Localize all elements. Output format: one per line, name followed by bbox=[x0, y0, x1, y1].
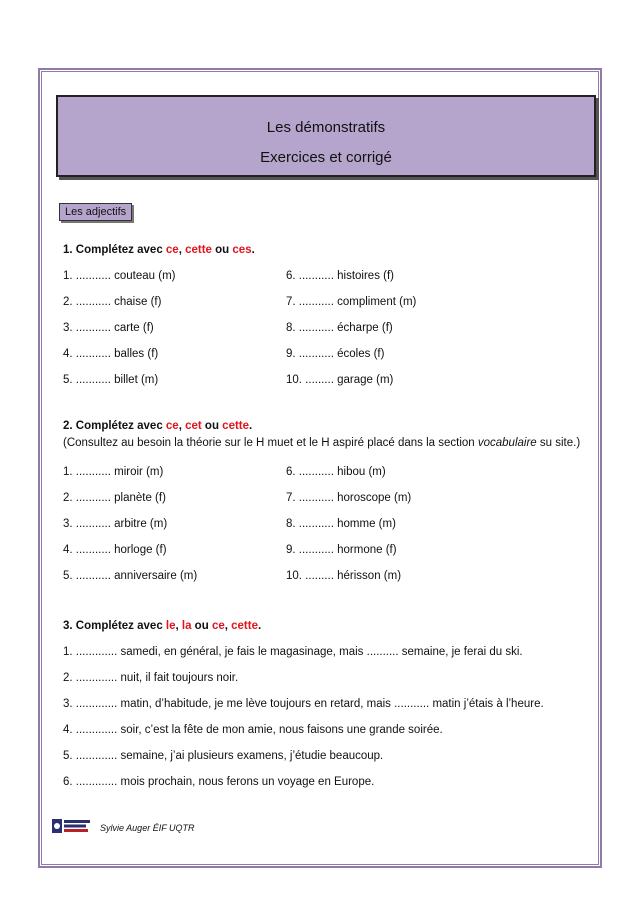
ex2-note-italic: vocabulaire bbox=[477, 437, 537, 449]
ex2-word-2: cet bbox=[185, 420, 202, 432]
ex2-item: 4. ........... horloge (f) bbox=[63, 544, 167, 556]
footer-author: Sylvie Auger ÉIF UQTR bbox=[100, 823, 195, 833]
ex3-word-3: ce bbox=[211, 620, 225, 632]
ex1-word-1: ce bbox=[165, 244, 179, 256]
school-logo-icon bbox=[52, 819, 92, 833]
ex1-item: 4. ........... balles (f) bbox=[63, 348, 159, 360]
ex2-note-end: su site.) bbox=[536, 437, 581, 449]
ex1-heading bbox=[63, 244, 255, 256]
ex1-sep-1: , bbox=[178, 244, 186, 256]
ex2-end: . bbox=[249, 420, 253, 432]
ex1-item: 3. ........... carte (f) bbox=[63, 322, 154, 334]
ex3-sep-3: , bbox=[224, 620, 232, 632]
ex3-heading bbox=[63, 620, 261, 632]
ex2-word-1: ce bbox=[165, 420, 179, 432]
page-title: Les démonstratifs bbox=[266, 119, 386, 136]
section-tag: Les adjectifs bbox=[59, 203, 132, 221]
ex2-item: 6. ........... hibou (m) bbox=[286, 466, 386, 478]
ex2-item: 9. ........... hormone (f) bbox=[286, 544, 397, 556]
ex2-item: 5. ........... anniversaire (m) bbox=[63, 570, 198, 582]
ex2-sep-1: , bbox=[178, 420, 186, 432]
ex2-item: 3. ........... arbitre (m) bbox=[63, 518, 168, 530]
ex1-end: . bbox=[251, 244, 255, 256]
ex1-item: 8. ........... écharpe (f) bbox=[286, 322, 393, 334]
ex3-item: 2. ............. nuit, il fait toujours noir. bbox=[63, 672, 239, 684]
ex2-item: 1. ........... miroir (m) bbox=[63, 466, 164, 478]
ex3-item: 5. ............. semaine, j’ai plusieurs examens, j’étudie beaucoup. bbox=[63, 750, 384, 762]
title-box bbox=[56, 95, 596, 177]
ex3-item: 1. ............. samedi, en général, je fais le magasinage, mais .......... semaine, je ferai du ski. bbox=[63, 646, 523, 658]
ex3-item: 3. ............. matin, d’habitude, je me lève toujours en retard, mais ........... matin j’étais à l’heure. bbox=[63, 698, 544, 710]
ex3-sep-1: , bbox=[175, 620, 182, 632]
page-subtitle: Exercices et corrigé bbox=[260, 149, 392, 166]
ex3-word-1: le bbox=[165, 620, 176, 632]
ex3-item: 4. ............. soir, c’est la fête de mon amie, nous faisons une grande soirée. bbox=[63, 724, 443, 736]
ex1-item: 10. ......... garage (m) bbox=[286, 374, 394, 386]
ex1-item: 6. ........... histoires (f) bbox=[286, 270, 394, 282]
ex2-heading bbox=[63, 420, 252, 432]
ex1-word-3: ces bbox=[232, 244, 252, 256]
ex2-item: 7. ........... horoscope (m) bbox=[286, 492, 412, 504]
ex3-sep-2: ou bbox=[191, 620, 212, 632]
ex1-word-2: cette bbox=[185, 244, 212, 256]
ex1-heading-prefix: 1. Complétez avec bbox=[63, 244, 166, 256]
ex2-heading-prefix: 2. Complétez avec bbox=[63, 420, 166, 432]
ex2-item: 10. ......... hérisson (m) bbox=[286, 570, 402, 582]
ex3-word-4: cette bbox=[231, 620, 258, 632]
ex3-item: 6. ............. mois prochain, nous ferons un voyage en Europe. bbox=[63, 776, 375, 788]
ex1-item: 5. ........... billet (m) bbox=[63, 374, 159, 386]
ex2-sep-2: ou bbox=[201, 420, 223, 432]
ex1-item: 7. ........... compliment (m) bbox=[286, 296, 417, 308]
ex1-item: 9. ........... écoles (f) bbox=[286, 348, 385, 360]
ex3-heading-prefix: 3. Complétez avec bbox=[63, 620, 166, 632]
ex2-note bbox=[63, 437, 580, 449]
ex1-item: 1. ........... couteau (m) bbox=[63, 270, 176, 282]
ex2-item: 2. ........... planète (f) bbox=[63, 492, 166, 504]
ex2-word-3: cette bbox=[222, 420, 250, 432]
ex2-item: 8. ........... homme (m) bbox=[286, 518, 396, 530]
ex1-item: 2. ........... chaise (f) bbox=[63, 296, 162, 308]
ex1-sep-2: ou bbox=[211, 244, 233, 256]
ex2-note-start: (Consultez au besoin la théorie sur le H muet et le H aspiré placé dans la section bbox=[63, 437, 478, 449]
ex3-end: . bbox=[257, 620, 262, 632]
ex3-word-2: la bbox=[181, 620, 192, 632]
